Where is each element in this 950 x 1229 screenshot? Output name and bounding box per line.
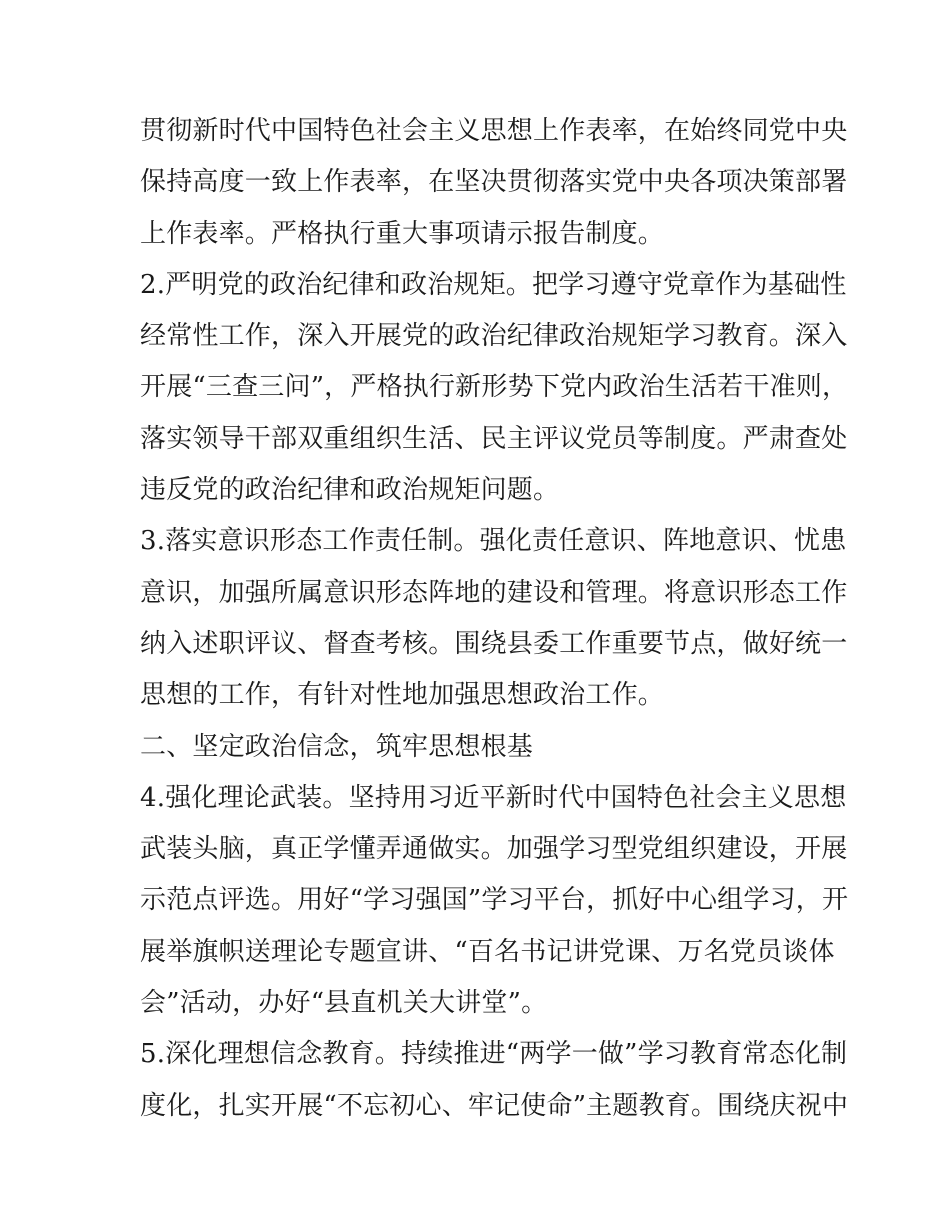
text-line: 纳入述职评议、督查考核。围绕县委工作重要节点，做好统一 <box>140 628 848 659</box>
text-line: 思想的工作，有针对性地加强思想政治工作。 <box>140 680 665 711</box>
document-body <box>140 106 849 1132</box>
section-heading: 二、坚定政治信念，筑牢思想根基 <box>140 731 534 762</box>
text-line: 上作表率。严格执行重大事项请示报告制度。 <box>140 218 665 249</box>
text-line: 武装头脑，真正学懂弄通做实。加强学习型党组织建设，开展 <box>140 834 848 865</box>
text-line: 3.落实意识形态工作责任制。强化责任意识、阵地意识、忧患 <box>140 526 847 557</box>
text-line: 经常性工作，深入开展党的政治纪律政治规矩学习教育。深入 <box>140 321 848 352</box>
text-line: 贯彻新时代中国特色社会主义思想上作表率，在始终同党中央 <box>140 116 848 146</box>
text-line: 保持高度一致上作表率，在坚决贯彻落实党中央各项决策部署 <box>140 167 848 198</box>
text-line: 会”活动，办好“县直机关大讲堂”。 <box>140 988 548 1019</box>
text-line: 意识，加强所属意识形态阵地的建设和管理。将意识形态工作 <box>140 577 848 608</box>
text-line: 违反党的政治纪律和政治规矩问题。 <box>140 475 560 506</box>
text-line: 4.强化理论武装。坚持用习近平新时代中国特色社会主义思想 <box>140 782 847 813</box>
text-line: 展举旗帜送理论专题宣讲、“百名书记讲党课、万名党员谈体 <box>140 936 835 967</box>
text-line: 5.深化理想信念教育。持续推进“两学一做”学习教育常态化制 <box>140 1039 848 1070</box>
text-line: 示范点评选。用好“学习强国”学习平台，抓好中心组学习，开 <box>140 885 849 916</box>
text-line: 2.严明党的政治纪律和政治规矩。把学习遵守党章作为基础性 <box>140 269 847 300</box>
text-line: 落实领导干部双重组织生活、民主评议党员等制度。严肃查处 <box>140 423 848 454</box>
text-line: 度化，扎实开展“不忘初心、牢记使命”主题教育。围绕庆祝中 <box>140 1090 849 1121</box>
text-line: 开展“三查三问”，严格执行新形势下党内政治生活若干准则， <box>140 372 849 403</box>
